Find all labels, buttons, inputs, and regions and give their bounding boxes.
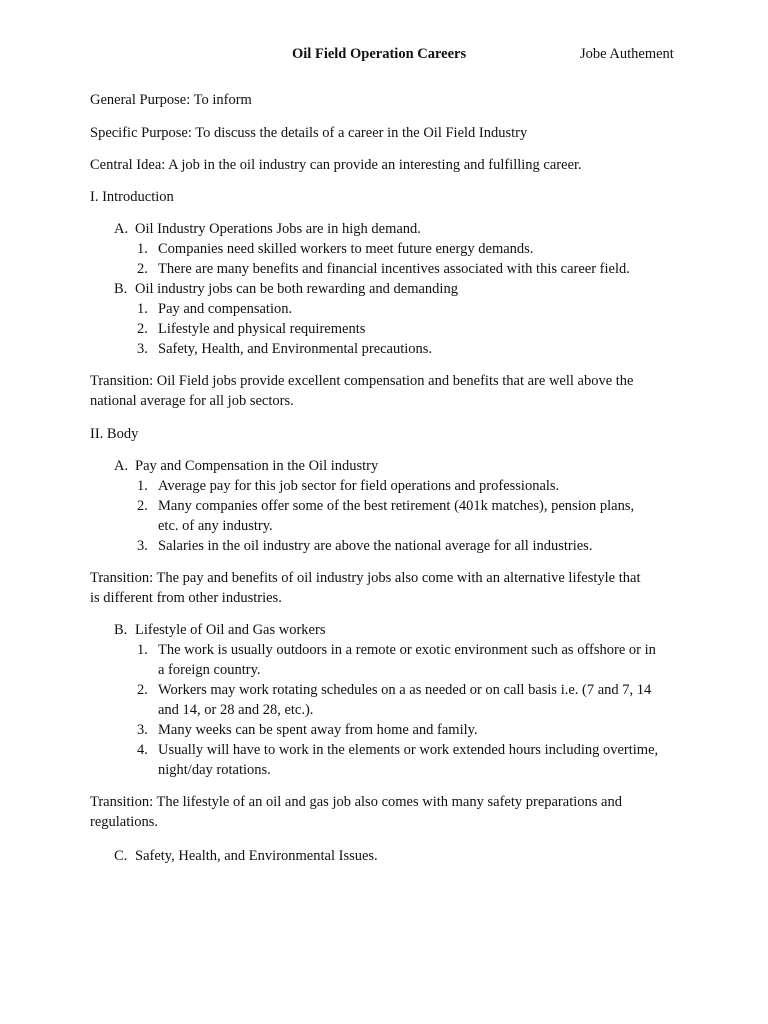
general-purpose: General Purpose: To inform — [90, 92, 252, 108]
outline-subitem-text: Companies need skilled workers to meet future energy demands. — [158, 241, 534, 257]
outline-number: 1. — [137, 478, 148, 494]
transition-text: Transition: The lifestyle of an oil and gas job also comes with many safety preparations and — [90, 794, 622, 810]
specific-purpose: Specific Purpose: To discuss the details of a career in the Oil Field Industry — [90, 125, 528, 141]
outline-item-text: Safety, Health, and Environmental Issues. — [135, 848, 378, 864]
document-title: Oil Field Operation Careers — [292, 46, 467, 62]
transition-text: Transition: The pay and benefits of oil industry jobs also come with an alternative lifestyle that — [90, 570, 641, 586]
outline-subitem-text: The work is usually outdoors in a remote or exotic environment such as offshore or in — [158, 642, 656, 658]
outline-subitem-text: Pay and compensation. — [158, 301, 293, 317]
outline-subitem-text: There are many benefits and financial incentives associated with this career field. — [158, 261, 630, 277]
outline-subitem-text: Lifestyle and physical requirements — [158, 321, 366, 337]
outline-marker: B. — [114, 281, 128, 297]
outline-item-text: Lifestyle of Oil and Gas workers — [135, 622, 326, 638]
outline-subitem-text: Safety, Health, and Environmental precautions. — [158, 341, 433, 357]
outline-subitem-text: Many weeks can be spent away from home and family. — [158, 722, 478, 738]
outline-subitem-text: and 14, or 28 and 28, etc.). — [158, 702, 314, 718]
outline-marker: A. — [114, 458, 129, 474]
outline-subitem-text: etc. of any industry. — [158, 518, 273, 534]
outline-number: 4. — [137, 742, 148, 758]
outline-subitem-text: Many companies offer some of the best retirement (401k matches), pension plans, — [158, 498, 635, 514]
outline-number: 1. — [137, 241, 148, 257]
transition-text: national average for all job sectors. — [90, 393, 294, 409]
outline-number: 3. — [137, 538, 148, 554]
outline-subitem-text: Usually will have to work in the elements or work extended hours including overtime, — [158, 742, 659, 758]
outline-item-text: Oil industry jobs can be both rewarding and demanding — [135, 281, 458, 297]
author-name: Jobe Authement — [580, 46, 674, 62]
outline-number: 3. — [137, 341, 148, 357]
central-idea: Central Idea: A job in the oil industry can provide an interesting and fulfilling career. — [90, 157, 582, 173]
transition-text: is different from other industries. — [90, 590, 282, 606]
outline-subitem-text: Salaries in the oil industry are above the national average for all industries. — [158, 538, 593, 554]
outline-marker: B. — [114, 622, 128, 638]
outline-number: 3. — [137, 722, 148, 738]
outline-number: 1. — [137, 642, 148, 658]
outline-subitem-text: Average pay for this job sector for field operations and professionals. — [158, 478, 560, 494]
outline-number: 2. — [137, 498, 148, 514]
outline-item-text: Pay and Compensation in the Oil industry — [135, 458, 379, 474]
outline-item-text: Oil Industry Operations Jobs are in high demand. — [135, 221, 421, 237]
outline-subitem-text: night/day rotations. — [158, 762, 271, 778]
section-heading-body: II. Body — [90, 426, 139, 442]
outline-subitem-text: a foreign country. — [158, 662, 261, 678]
section-heading-introduction: I. Introduction — [90, 189, 174, 205]
outline-number: 2. — [137, 321, 148, 337]
outline-number: 2. — [137, 682, 148, 698]
transition-text: Transition: Oil Field jobs provide excellent compensation and benefits that are well above the — [90, 373, 634, 389]
transition-text: regulations. — [90, 814, 159, 830]
outline-subitem-text: Workers may work rotating schedules on a as needed or on call basis i.e. (7 and 7, 14 — [158, 682, 652, 698]
outline-number: 1. — [137, 301, 148, 317]
outline-marker: C. — [114, 848, 128, 864]
outline-number: 2. — [137, 261, 148, 277]
outline-marker: A. — [114, 221, 129, 237]
